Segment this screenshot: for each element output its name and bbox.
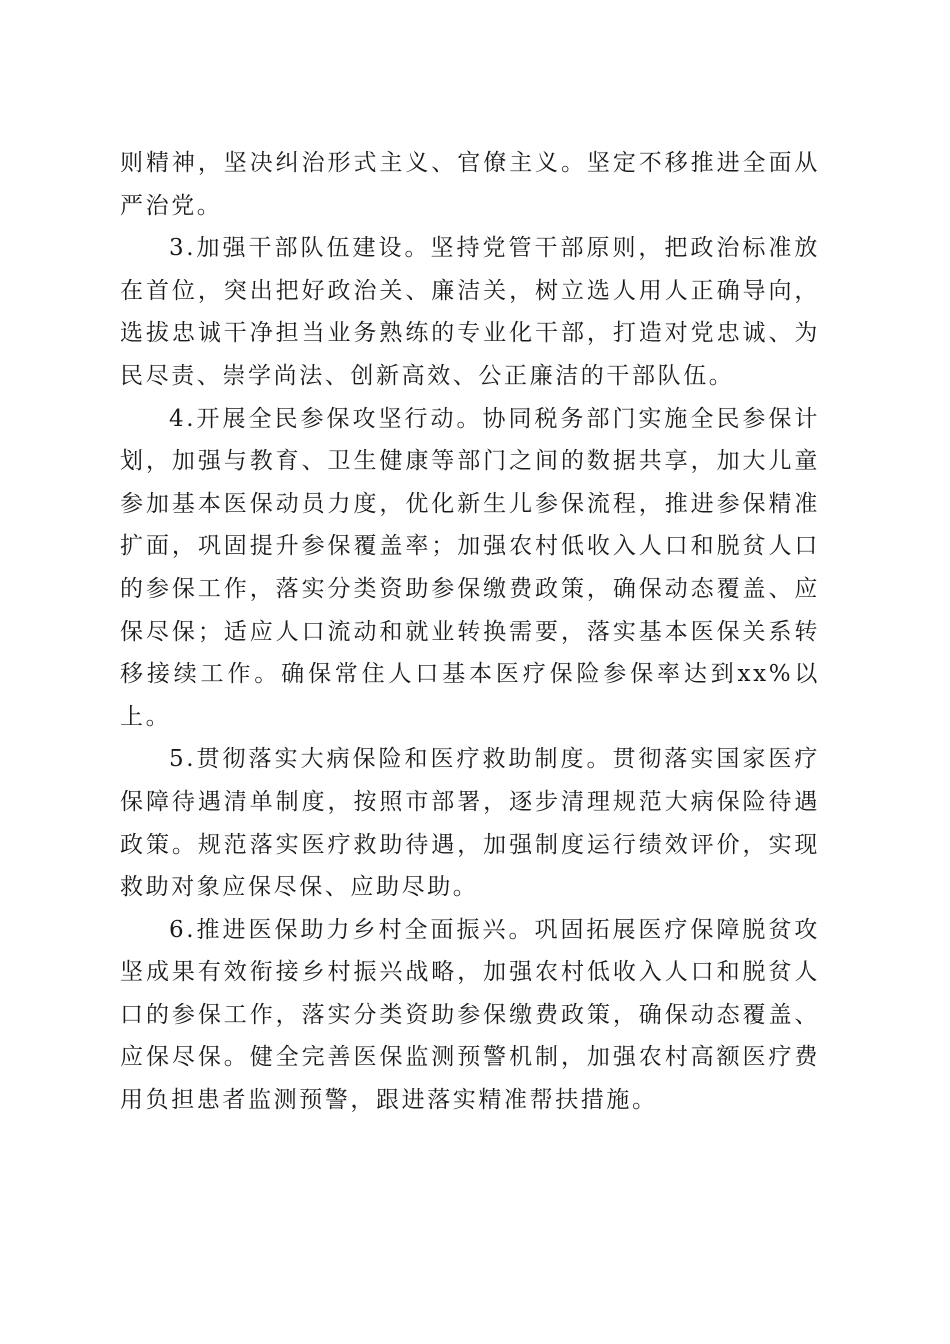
paragraph-continuation: 则精神，坚决纠治形式主义、官僚主义。坚定不移推进全面从严治党。 (120, 150, 820, 219)
document-body (120, 142, 820, 1122)
paragraph-item-6: 6.推进医保助力乡村全面振兴。巩固拓展医疗保障脱贫攻坚成果有效衔接乡村振兴战略，加强农村低收入人口和脱贫人口的参保工作，落实分类资助参保缴费政策，确保动态覆盖、应保尽保。健全完善医保监测预警机制，加强农村高额医疗费用负担患者监测预警，跟进落实精准帮扶措施。 (120, 916, 820, 1114)
paragraph-item-4: 4.开展全民参保攻坚行动。协同税务部门实施全民参保计划，加强与教育、卫生健康等部门之间的数据共享，加大儿童参加基本医保动员力度，优化新生儿参保流程，推进参保精准扩面，巩固提升参保覆盖率；加强农村低收入人口和脱贫人口的参保工作，落实分类资助参保缴费政策，确保动态覆盖、应保尽保；适应人口流动和就业转换需要，落实基本医保关系转移接续工作。确保常住人口基本医疗保险参保率达到xx%以上。 (120, 405, 820, 730)
paragraph-item-5: 5.贯彻落实大病保险和医疗救助制度。贯彻落实国家医疗保障待遇清单制度，按照市部署，逐步清理规范大病保险待遇政策。规范落实医疗救助待遇，加强制度运行绩效评价，实现救助对象应保尽保、应助尽助。 (120, 746, 820, 901)
paragraph-item-3: 3.加强干部队伍建设。坚持党管干部原则，把政治标准放在首位，突出把好政治关、廉洁关，树立选人用人正确导向，选拔忠诚干净担当业务熟练的专业化干部，打造对党忠诚、为民尽责、崇学尚法、创新高效、公正廉洁的干部队伍。 (120, 235, 820, 389)
